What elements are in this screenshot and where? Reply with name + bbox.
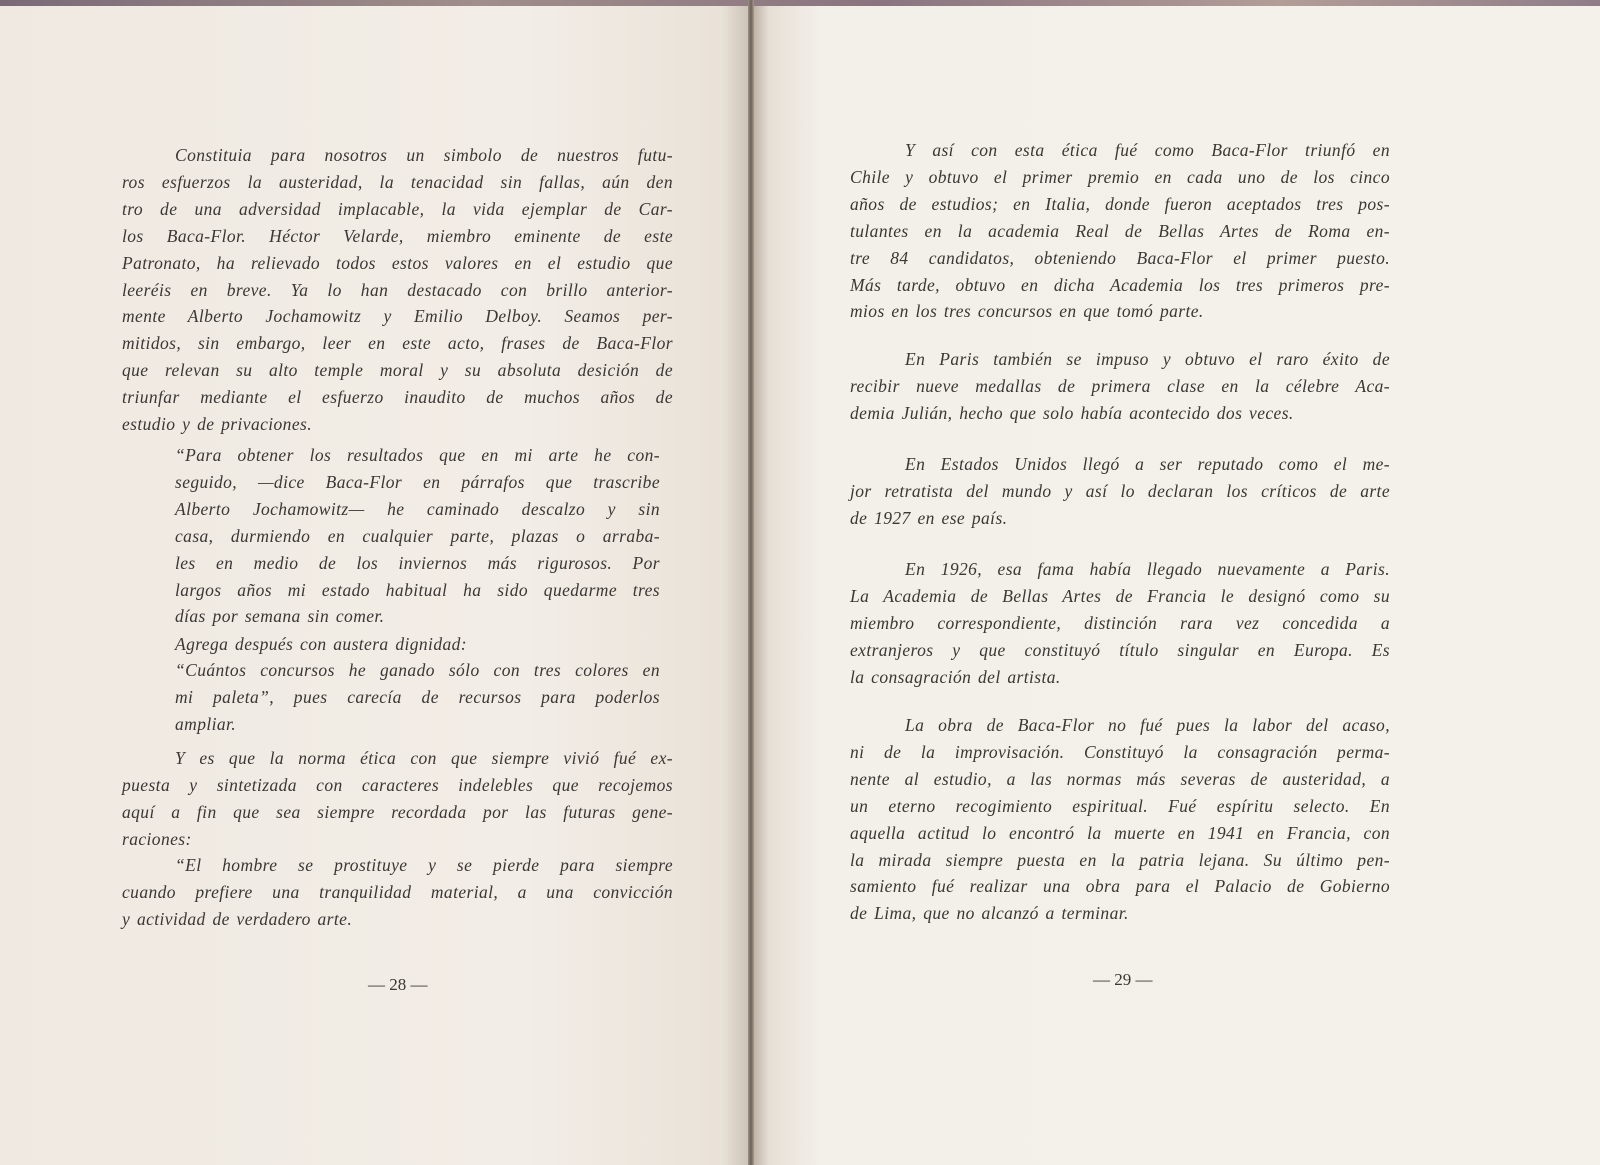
text-line: Patronato, ha relievado todos estos valores en el estudio que	[122, 252, 673, 273]
text-line: tulantes en la academia Real de Bellas Artes de Roma en-	[850, 220, 1390, 241]
quote-line: les en medio de los inviernos más rigurosos. Por	[175, 552, 660, 573]
quote-line: ampliar.	[175, 713, 237, 734]
text-line: Constituia para nosotros un simbolo de nuestros futu-	[175, 145, 673, 165]
quote-line: casa, durmiendo en cualquier parte, plazas o arraba-	[175, 525, 660, 546]
text-line: miembro correspondiente, distinción rara vez concedida a	[850, 612, 1390, 633]
text-line: recibir nueve medallas de primera clase en la célebre Aca-	[850, 375, 1390, 396]
quote-line: mi paleta”, pues carecía de recursos para poderlos	[175, 686, 660, 707]
text-line: de Lima, que no alcanzó a terminar.	[850, 903, 1129, 924]
text-line: triunfar mediante el esfuerzo inaudito de muchos años de	[122, 387, 673, 408]
text-line: samiento fué realizar una obra para el Palacio de Gobierno	[850, 876, 1390, 897]
quote-line: largos años mi estado habitual ha sido quedarme tres	[175, 579, 660, 600]
quote-line: días por semana sin comer.	[175, 606, 385, 627]
book-gutter	[748, 0, 754, 1165]
text-line: estudio y de privaciones.	[122, 414, 312, 434]
text-line: mente Alberto Jochamowitz y Emilio Delboy. Seamos per-	[122, 306, 673, 327]
text-line: jor retratista del mundo y así lo declaran los críticos de arte	[850, 480, 1390, 501]
text-line: mios en los tres concursos en que tomó parte.	[850, 301, 1204, 322]
text-line: aquí a fin que sea siempre recordada por las futuras gene-	[122, 801, 673, 822]
text-line: En Paris también se impuso y obtuvo el raro éxito de	[905, 349, 1390, 369]
text-line: “El hombre se prostituye y se pierde para siempre	[175, 855, 673, 875]
text-line: la mirada siempre puesta en la patria lejana. Su último pen-	[850, 849, 1390, 870]
text-line: y actividad de verdadero arte.	[122, 908, 353, 929]
text-line: los Baca-Flor. Héctor Velarde, miembro eminente de este	[122, 225, 673, 246]
text-line: demia Julián, hecho que solo había acontecido dos veces.	[850, 402, 1294, 423]
text-line: de 1927 en ese país.	[850, 507, 1008, 528]
page-number-right: — 29 —	[1093, 970, 1153, 989]
page-number-left: — 28 —	[368, 975, 428, 994]
text-line: un eterno recogimiento espiritual. Fué espíritu selecto. En	[850, 795, 1390, 816]
quote-line: Agrega después con austera dignidad:	[175, 634, 467, 654]
quote-line: Alberto Jochamowitz— he caminado descalzo y sin	[175, 498, 660, 519]
text-line: extranjeros y que constituyó título singular en Europa. Es	[850, 639, 1390, 660]
text-line: aquella actitud lo encontró la muerte en 1941 en Francia, con	[850, 822, 1390, 843]
text-line: La obra de Baca-Flor no fué pues la labor del acaso,	[905, 715, 1390, 735]
text-line: años de estudios; en Italia, donde fueron aceptados tres pos-	[850, 193, 1390, 214]
text-line: En 1926, esa fama había llegado nuevamente a Paris.	[905, 559, 1390, 579]
text-line: Y así con esta ética fué como Baca-Flor triunfó en	[905, 140, 1390, 160]
text-line: ni de la improvisación. Constituyó la consagración perma-	[850, 741, 1390, 762]
text-line: nente al estudio, a las normas más severas de austeridad, a	[850, 768, 1390, 789]
text-line: La Academia de Bellas Artes de Francia le designó como su	[850, 585, 1390, 606]
text-line: puesta y sintetizada con caracteres indelebles que recojemos	[122, 774, 673, 795]
text-line: Más tarde, obtuvo en dicha Academia los tres primeros pre-	[850, 274, 1390, 295]
text-line: En Estados Unidos llegó a ser reputado como el me-	[905, 454, 1390, 474]
text-line: leeréis en breve. Ya lo han destacado con brillo anterior-	[122, 279, 673, 300]
text-line: Chile y obtuvo el primer premio en cada uno de los cinco	[850, 166, 1390, 187]
quote-line: “Para obtener los resultados que en mi arte he con-	[175, 445, 660, 465]
text-line: mitidos, sin embargo, leer en este acto, frases de Baca-Flor	[122, 333, 673, 354]
text-line: tro de una adversidad implacable, la vida ejemplar de Car-	[122, 198, 673, 219]
text-line: ros esfuerzos la austeridad, la tenacidad sin fallas, aún den	[122, 171, 673, 192]
text-line: la consagración del artista.	[850, 666, 1061, 687]
text-line: cuando prefiere una tranquilidad material, a una convicción	[122, 881, 673, 902]
text-line: raciones:	[122, 828, 192, 849]
text-line: que relevan su alto temple moral y su absoluta desición de	[122, 360, 673, 381]
text-line: Y es que la norma ética con que siempre vivió fué ex-	[175, 748, 673, 768]
quote-line: “Cuántos concursos he ganado sólo con tres colores en	[175, 660, 660, 680]
quote-line: seguido, —dice Baca-Flor en párrafos que trascribe	[175, 471, 660, 492]
text-line: tre 84 candidatos, obteniendo Baca-Flor el primer puesto.	[850, 247, 1390, 268]
